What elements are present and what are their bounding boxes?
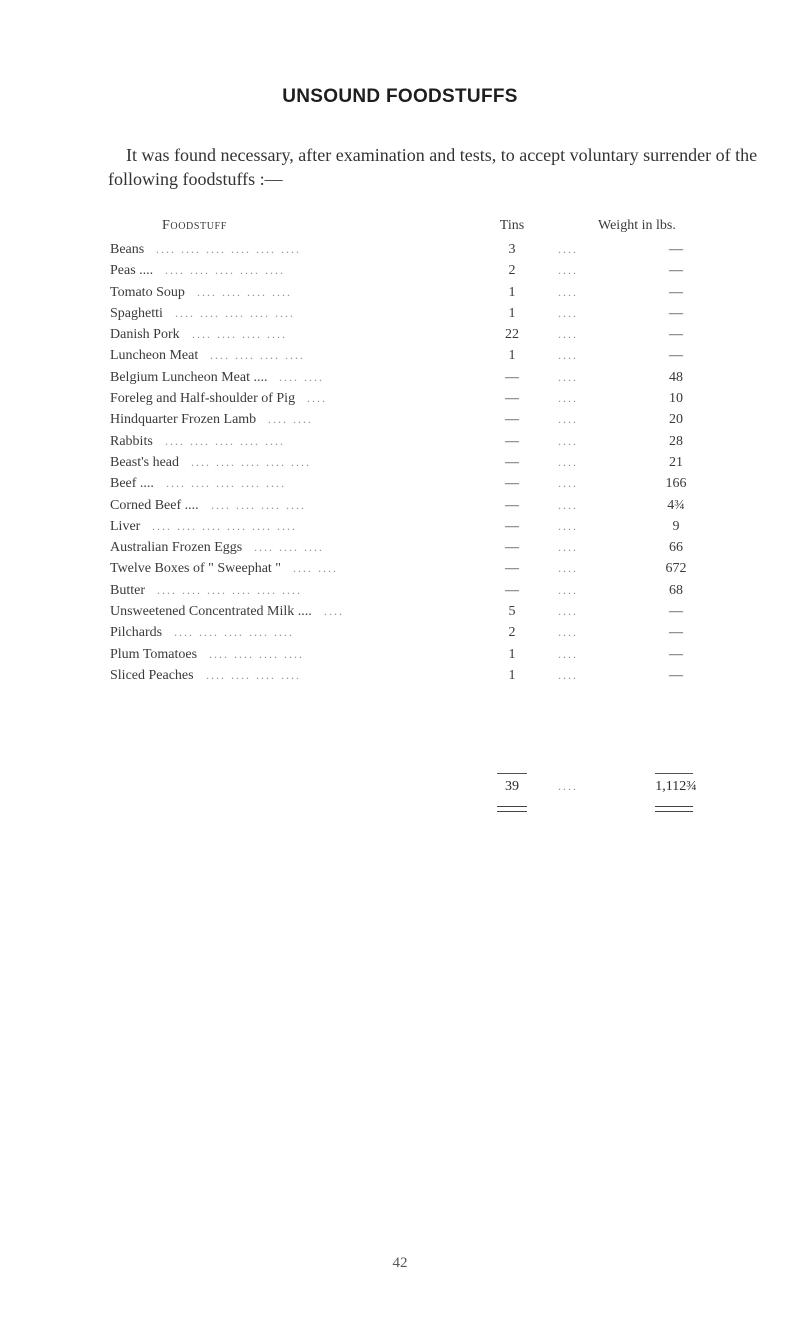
- table-row: [110, 410, 770, 431]
- weight-total-rule: [655, 773, 693, 774]
- leader-dots: .... ....: [268, 412, 313, 427]
- header-foodstuff: Foodstuff: [162, 218, 227, 233]
- tins-value: 22: [505, 327, 519, 343]
- mid-leader-dots: ....: [558, 263, 578, 278]
- tins-value: 2: [508, 263, 516, 279]
- foodstuff-name: Rabbits: [110, 433, 153, 449]
- foodstuff-name: Danish Pork: [110, 327, 180, 343]
- leader-dots: .... .... .... ....: [192, 327, 287, 342]
- tins-value: —: [505, 582, 519, 598]
- table-row: [110, 496, 770, 517]
- foodstuff-name: Butter: [110, 582, 145, 598]
- tins-value: —: [505, 412, 519, 428]
- tins-total-rule: [497, 773, 527, 774]
- header-tins: Tins: [499, 218, 525, 233]
- table-header: [110, 218, 770, 240]
- table-row: [110, 432, 770, 453]
- foodstuff-name: Plum Tomatoes: [110, 646, 198, 662]
- weight-value: 66: [669, 540, 683, 556]
- leader-dots: .... .... .... .... .... ....: [156, 242, 301, 256]
- leader-dots: .... .... .... .... ....: [166, 476, 286, 491]
- mid-leader-dots: ....: [558, 327, 578, 342]
- tins-value: —: [505, 433, 519, 449]
- foodstuff-name: Beans: [110, 242, 145, 257]
- tins-value: —: [505, 391, 519, 407]
- tins-value: 1: [508, 305, 516, 321]
- page-title: UNSOUND FOODSTUFFS: [282, 86, 518, 107]
- leader-dots: .... .... .... .... .... ....: [157, 582, 302, 597]
- mid-leader-dots: ....: [558, 476, 578, 491]
- foodstuff-name: Sliced Peaches: [110, 667, 194, 683]
- weight-value: —: [669, 625, 683, 641]
- table-body: [110, 240, 770, 687]
- leader-dots: .... .... .... .... ....: [175, 305, 295, 320]
- foodstuff-name: Foreleg and Half-shoulder of Pig: [110, 391, 296, 407]
- table-row: [110, 645, 770, 666]
- table-row: [110, 389, 770, 410]
- leader-dots: .... .... ....: [254, 540, 324, 555]
- tins-double-rule: [497, 806, 527, 812]
- tins-value: 1: [508, 667, 516, 683]
- table-row: [110, 346, 770, 367]
- mid-leader-dots: ....: [558, 667, 578, 682]
- foodstuff-name: Australian Frozen Eggs: [110, 540, 243, 556]
- table-row: [110, 368, 770, 389]
- table-row: [110, 474, 770, 495]
- foodstuff-name: Pilchards: [110, 625, 163, 641]
- weight-value: —: [669, 348, 683, 364]
- foodstuff-name: Unsweetened Concentrated Milk ....: [110, 604, 312, 620]
- table-row: [110, 602, 770, 623]
- foodstuff-name: Corned Beef ....: [110, 497, 199, 513]
- weight-value: 9: [672, 518, 680, 534]
- weight-value: 48: [669, 369, 683, 385]
- leader-dots: .... ....: [293, 561, 338, 576]
- tins-value: 5: [508, 604, 516, 620]
- leader-dots: .... .... .... .... ....: [165, 263, 285, 278]
- tins-value: —: [505, 518, 519, 534]
- weight-value: 4¾: [667, 497, 685, 513]
- leader-dots: ....: [324, 604, 344, 619]
- foodstuff-name: Peas ....: [110, 263, 154, 279]
- foodstuff-name: Tomato Soup: [110, 284, 185, 300]
- leader-dots: .... .... .... ....: [211, 497, 306, 512]
- leader-dots: .... .... .... .... .... ....: [152, 518, 297, 533]
- mid-leader-dots: ....: [558, 561, 578, 576]
- tins-value: —: [505, 497, 519, 513]
- tins-value: —: [505, 561, 519, 577]
- leader-dots: .... .... .... .... ....: [191, 454, 311, 469]
- weight-value: —: [669, 667, 683, 683]
- mid-leader-dots: ....: [558, 348, 578, 363]
- mid-leader-dots: ....: [558, 242, 578, 256]
- leader-dots: ....: [307, 391, 327, 406]
- tins-value: 1: [508, 284, 516, 300]
- mid-leader-dots: ....: [558, 391, 578, 406]
- tins-value: 1: [508, 348, 516, 364]
- leader-dots: .... .... .... ....: [210, 348, 305, 363]
- leader-dots: .... ....: [279, 369, 324, 384]
- weight-value: 21: [669, 454, 683, 470]
- table-row: [110, 325, 770, 346]
- weight-value: —: [669, 327, 683, 343]
- leader-dots: .... .... .... ....: [206, 667, 301, 682]
- leader-dots: .... .... .... ....: [197, 284, 292, 299]
- table-row: [110, 538, 770, 559]
- mid-leader-dots: ....: [558, 540, 578, 555]
- foodstuff-name: Twelve Boxes of " Sweephat ": [110, 561, 282, 577]
- header-weight: Weight in lbs.: [598, 218, 676, 233]
- intro-paragraph: [108, 143, 768, 191]
- mid-leader-dots: ....: [558, 433, 578, 448]
- mid-leader-dots: ....: [558, 582, 578, 597]
- foodstuff-name: Luncheon Meat: [110, 348, 199, 364]
- tins-value: —: [505, 476, 519, 492]
- mid-leader-dots: ....: [558, 454, 578, 469]
- intro-text: It was found necessary, after examination and tests, to accept voluntary surrender of the following foodstuffs :—: [108, 145, 758, 189]
- foodstuff-name: Beast's head: [110, 454, 180, 470]
- leader-dots: .... .... .... ....: [209, 646, 304, 661]
- tins-value: 2: [508, 625, 516, 641]
- page-number: 42: [392, 1255, 408, 1271]
- table-row: [110, 453, 770, 474]
- totals-row: [110, 777, 770, 801]
- table-row: [110, 666, 770, 687]
- weight-value: 20: [669, 412, 683, 428]
- weight-value: —: [669, 284, 683, 300]
- table-row: [110, 581, 770, 602]
- total-weight: 1,112¾: [655, 779, 697, 794]
- weight-value: —: [669, 646, 683, 662]
- weight-value: 28: [669, 433, 683, 449]
- leader-dots: .... .... .... .... ....: [165, 433, 285, 448]
- mid-leader-dots: ....: [558, 625, 578, 640]
- weight-double-rule: [655, 806, 693, 812]
- mid-leader-dots: ....: [558, 497, 578, 512]
- foodstuff-name: Spaghetti: [110, 305, 163, 321]
- total-dots: ....: [558, 779, 578, 793]
- tins-value: —: [505, 454, 519, 470]
- foodstuff-name: Liver: [110, 518, 141, 534]
- total-tins: 39: [505, 779, 519, 794]
- weight-value: 68: [669, 582, 683, 598]
- foodstuff-name: Belgium Luncheon Meat ....: [110, 369, 268, 385]
- weight-value: —: [669, 242, 683, 257]
- mid-leader-dots: ....: [558, 604, 578, 619]
- foodstuff-name: Beef ....: [110, 476, 154, 492]
- table-row: [110, 261, 770, 282]
- table-row: [110, 623, 770, 644]
- leader-dots: .... .... .... .... ....: [174, 625, 294, 640]
- table-row: [110, 283, 770, 304]
- table-row: [110, 304, 770, 325]
- mid-leader-dots: ....: [558, 646, 578, 661]
- weight-value: 672: [665, 561, 687, 577]
- weight-value: 10: [669, 391, 683, 407]
- weight-value: —: [669, 305, 683, 321]
- mid-leader-dots: ....: [558, 412, 578, 427]
- mid-leader-dots: ....: [558, 369, 578, 384]
- mid-leader-dots: ....: [558, 284, 578, 299]
- tins-value: 3: [508, 242, 516, 257]
- tins-value: —: [505, 369, 519, 385]
- table-row: [110, 240, 770, 261]
- mid-leader-dots: ....: [558, 305, 578, 320]
- foodstuff-name: Hindquarter Frozen Lamb: [110, 412, 257, 428]
- tins-value: —: [505, 540, 519, 556]
- weight-value: —: [669, 604, 683, 620]
- weight-value: —: [669, 263, 683, 279]
- table-row: [110, 517, 770, 538]
- table-row: [110, 559, 770, 580]
- mid-leader-dots: ....: [558, 518, 578, 533]
- weight-value: 166: [665, 476, 687, 492]
- tins-value: 1: [508, 646, 516, 662]
- foodstuffs-table: [110, 218, 770, 687]
